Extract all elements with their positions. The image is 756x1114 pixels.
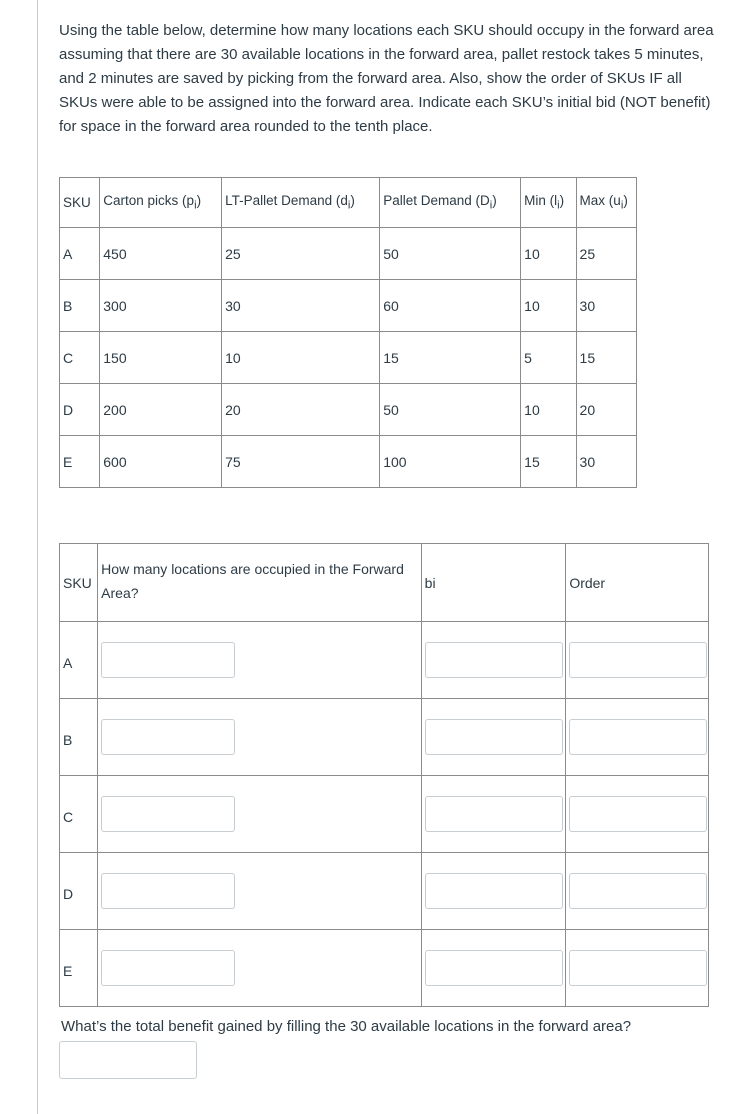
bi-input-e[interactable] [425, 950, 563, 986]
answer-row [60, 853, 709, 930]
order-input-b[interactable] [569, 719, 707, 755]
answer-header-bi: bi [421, 544, 566, 622]
answer-header-sku: SKU [60, 544, 98, 622]
answer-bi-cell [421, 776, 566, 853]
cell-min: 10 [521, 384, 576, 436]
answer-header-locations: How many locations are occupied in the Forward Area? [98, 544, 421, 622]
table-row [60, 332, 637, 384]
cell-sku: B [60, 280, 100, 332]
answer-locations-cell [98, 776, 421, 853]
order-input-a[interactable] [569, 642, 707, 678]
cell-sku: A [60, 228, 100, 280]
cell-pallet-demand: 15 [380, 332, 521, 384]
cell-carton-picks: 300 [100, 280, 222, 332]
cell-max: 30 [576, 436, 636, 488]
answer-row [60, 699, 709, 776]
locations-input-c[interactable] [101, 796, 235, 832]
cell-max: 25 [576, 228, 636, 280]
order-input-c[interactable] [569, 796, 707, 832]
answer-bi-cell [421, 622, 566, 699]
answer-sku-label: C [60, 776, 98, 853]
answer-order-cell [566, 930, 709, 1007]
answer-header-row [60, 544, 709, 622]
question-text: Using the table below, determine how many locations each SKU should occupy in the forward area assuming that there are 30 available locations in the forward area, pallet restock takes 5 minutes, and 2 minutes are saved by picking from the forward area. Also, show the order of SKUs IF all SKUs were able to be assigned into the forward area. Indicate each SKU’s initial bid (NOT benefit) for space in the forward area rounded to the tenth place. [59, 22, 714, 135]
locations-input-e[interactable] [101, 950, 235, 986]
cell-min: 10 [521, 280, 576, 332]
answer-sku-label: A [60, 622, 98, 699]
locations-input-d[interactable] [101, 873, 235, 909]
answer-locations-cell [98, 699, 421, 776]
table-row [60, 280, 637, 332]
answer-order-cell [566, 853, 709, 930]
answer-order-cell [566, 699, 709, 776]
sku-data-table [59, 177, 637, 488]
answer-bi-cell [421, 930, 566, 1007]
answer-sku-label: B [60, 699, 98, 776]
answer-locations-cell [98, 930, 421, 1007]
cell-carton-picks: 600 [100, 436, 222, 488]
cell-lt-pallet-demand: 20 [222, 384, 380, 436]
table-row [60, 436, 637, 488]
cell-max: 30 [576, 280, 636, 332]
bi-input-b[interactable] [425, 719, 563, 755]
answer-bi-cell [421, 699, 566, 776]
cell-pallet-demand: 60 [380, 280, 521, 332]
cell-min: 10 [521, 228, 576, 280]
header-sku: SKU [60, 178, 100, 228]
cell-sku: E [60, 436, 100, 488]
answer-order-cell [566, 776, 709, 853]
answer-header-order: Order [566, 544, 709, 622]
cell-carton-picks: 450 [100, 228, 222, 280]
cell-lt-pallet-demand: 10 [222, 332, 380, 384]
answer-row [60, 622, 709, 699]
answer-row [60, 776, 709, 853]
cell-sku: D [60, 384, 100, 436]
bi-input-c[interactable] [425, 796, 563, 832]
total-benefit-input[interactable] [59, 1041, 197, 1079]
cell-sku: C [60, 332, 100, 384]
cell-lt-pallet-demand: 30 [222, 280, 380, 332]
answer-order-cell [566, 622, 709, 699]
order-input-e[interactable] [569, 950, 707, 986]
cell-min: 15 [521, 436, 576, 488]
answer-bi-cell [421, 853, 566, 930]
order-input-d[interactable] [569, 873, 707, 909]
cell-pallet-demand: 100 [380, 436, 521, 488]
answer-sku-label: D [60, 853, 98, 930]
answer-locations-cell [98, 622, 421, 699]
header-carton-picks: Carton picks $(p_i)$ [100, 178, 222, 228]
cell-lt-pallet-demand: 75 [222, 436, 380, 488]
total-benefit-question: What’s the total benefit gained by filling the 30 available locations in the forward area? [61, 1018, 632, 1035]
cell-carton-picks: 150 [100, 332, 222, 384]
header-lt-pallet-demand: LT-Pallet Demand $(d_i)$ [222, 178, 380, 228]
cell-max: 15 [576, 332, 636, 384]
header-pallet-demand: Pallet Demand $(D_i)$ [380, 178, 521, 228]
answer-locations-cell [98, 853, 421, 930]
cell-max: 20 [576, 384, 636, 436]
table-row [60, 384, 637, 436]
locations-input-a[interactable] [101, 642, 235, 678]
cell-pallet-demand: 50 [380, 384, 521, 436]
table-row [60, 228, 637, 280]
cell-pallet-demand: 50 [380, 228, 521, 280]
bi-input-a[interactable] [425, 642, 563, 678]
header-max: Max $(u_i)$ [576, 178, 636, 228]
cell-min: 5 [521, 332, 576, 384]
answer-table [59, 543, 709, 1007]
answer-row [60, 930, 709, 1007]
bi-input-d[interactable] [425, 873, 563, 909]
cell-lt-pallet-demand: 25 [222, 228, 380, 280]
locations-input-b[interactable] [101, 719, 235, 755]
cell-carton-picks: 200 [100, 384, 222, 436]
left-border-line [37, 0, 38, 1114]
answer-sku-label: E [60, 930, 98, 1007]
header-min: Min $(l_i)$ [521, 178, 576, 228]
table-header-row [60, 178, 637, 228]
